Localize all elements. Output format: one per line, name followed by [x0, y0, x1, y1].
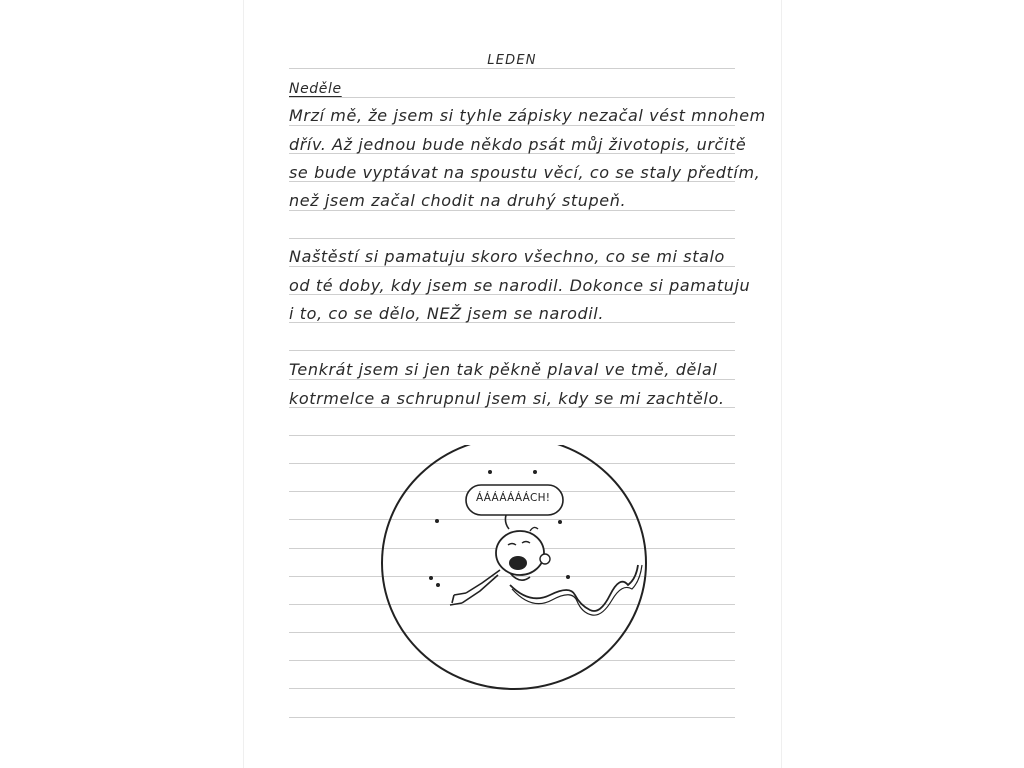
hair-curl [530, 527, 538, 531]
dot [435, 519, 439, 523]
ear [540, 554, 550, 564]
diary-line: i to, co se dělo, NEŽ jsem se narodil. [289, 304, 605, 323]
diary-line: se bude vyptávat na spoustu věcí, co se staly předtím, [289, 163, 761, 182]
weekday-heading: Neděle [289, 81, 342, 97]
baby-feet [450, 593, 466, 605]
dot [488, 470, 492, 474]
ruled-line [289, 238, 735, 239]
ruled-line [289, 717, 735, 718]
open-mouth [509, 556, 527, 570]
speech-bubble-text: ÁÁÁÁÁÁÁCH! [476, 492, 551, 504]
diary-line: od té doby, kdy jsem se narodil. Dokonce si pamatuju [289, 276, 751, 295]
speech-tail [505, 515, 509, 529]
dot [558, 520, 562, 524]
dot [436, 583, 440, 587]
dot [533, 470, 537, 474]
ruled-line [289, 350, 735, 351]
baby-body [462, 570, 500, 603]
dot [566, 575, 570, 579]
diary-line: kotrmelce a schrupnul jsem si, kdy se mi zachtělo. [289, 389, 725, 408]
womb-illustration [370, 445, 670, 705]
month-heading: LEDEN [487, 53, 537, 68]
diary-line: Tenkrát jsem si jen tak pěkně plaval ve tmě, dělal [289, 360, 718, 379]
diary-line: dřív. Až jednou bude někdo psát můj životopis, určitě [289, 135, 747, 154]
diary-line: Naštěstí si pamatuju skoro všechno, co se mi stalo [289, 247, 725, 266]
ruled-line [289, 97, 735, 98]
dot [429, 576, 433, 580]
ruled-line [289, 435, 735, 436]
diary-line: než jsem začal chodit na druhý stupeň. [289, 191, 627, 210]
diary-line: Mrzí mě, že jsem si tyhle zápisky nezačal vést mnohem [289, 106, 766, 125]
